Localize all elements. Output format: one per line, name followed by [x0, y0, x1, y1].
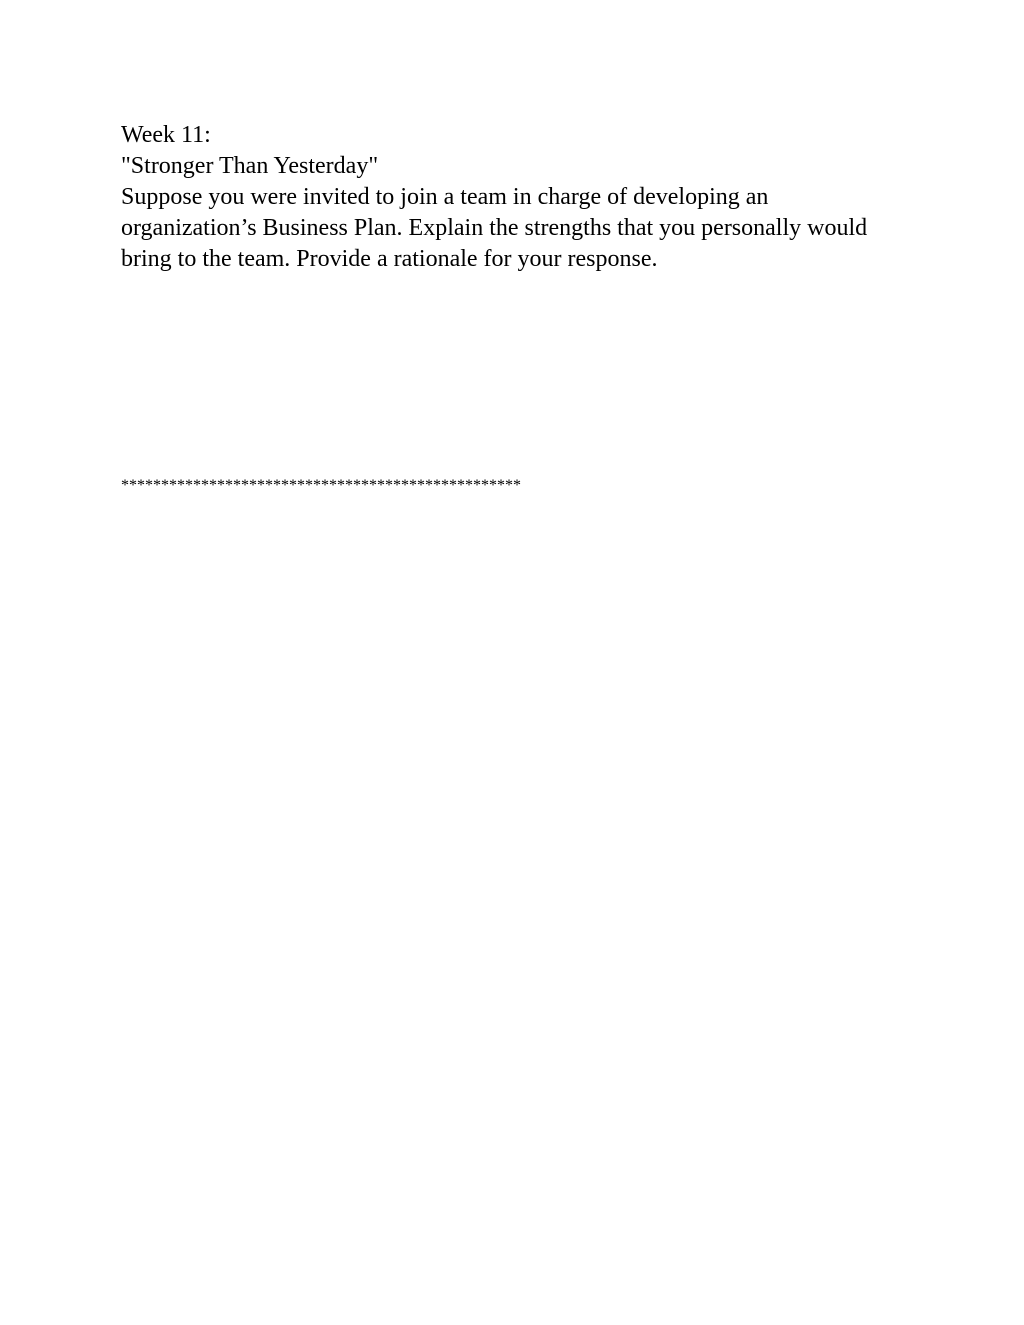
document-title: "Stronger Than Yesterday": [121, 153, 379, 179]
asterisk-separator: **************************************************: [121, 477, 521, 494]
document-content: [121, 120, 901, 275]
prompt-text: Suppose you were invited to join a team in charge of developing an organization’s Business Plan. Explain the strengths that you personally would bring to the team. Provide a rationale for your response.: [121, 184, 868, 272]
week-heading: Week 11:: [121, 122, 211, 148]
